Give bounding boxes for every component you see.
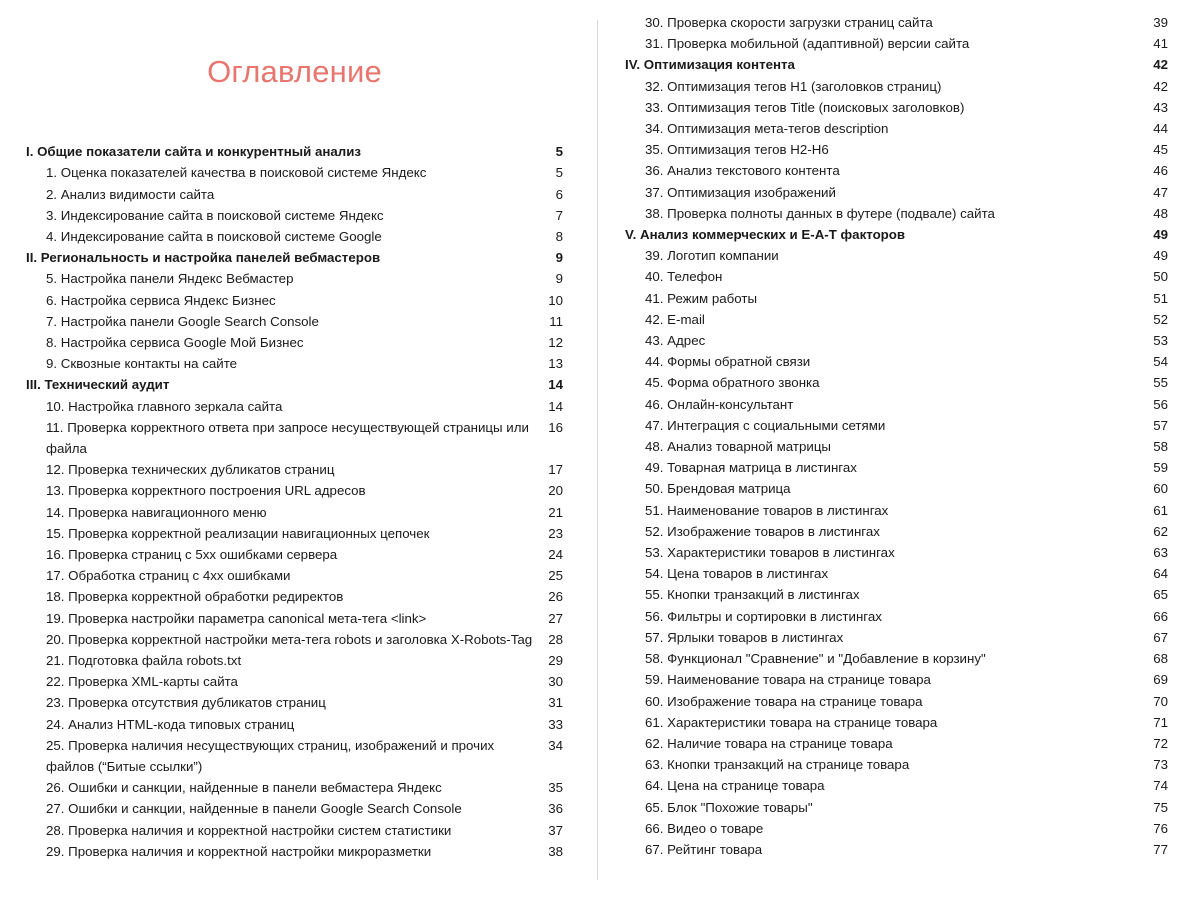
left-column bbox=[0, 0, 597, 862]
toc-entry[interactable] bbox=[26, 820, 563, 841]
toc-entry[interactable] bbox=[625, 394, 1168, 415]
toc-entry-page-number: 23 bbox=[548, 525, 563, 541]
toc-entry-page-number: 9 bbox=[555, 250, 563, 266]
toc-entry-label: 46. Онлайн-консультант bbox=[645, 396, 794, 412]
toc-entry-page-number: 7 bbox=[555, 207, 563, 223]
toc-entry-page-number: 20 bbox=[548, 483, 563, 499]
toc-entry-page-number: 47 bbox=[1153, 184, 1168, 200]
toc-entry[interactable] bbox=[625, 97, 1168, 118]
toc-entry-label: 61. Характеристики товара на странице товара bbox=[645, 714, 938, 730]
toc-entry-label: IV. Оптимизация контента bbox=[625, 57, 795, 73]
toc-entry[interactable] bbox=[625, 818, 1168, 839]
toc-entry[interactable] bbox=[26, 671, 563, 692]
toc-entry-page-number: 48 bbox=[1153, 205, 1168, 221]
toc-entry[interactable] bbox=[625, 627, 1168, 648]
toc-entry[interactable] bbox=[26, 396, 563, 417]
toc-entry-label: 62. Наличие товара на странице товара bbox=[645, 735, 893, 751]
toc-entry[interactable] bbox=[625, 330, 1168, 351]
toc-section-heading[interactable] bbox=[26, 141, 563, 162]
toc-entry-label: 13. Проверка корректного построения URL адресов bbox=[46, 483, 366, 499]
toc-entry-label: I. Общие показатели сайта и конкурентный анализ bbox=[26, 144, 362, 160]
toc-entry-label: 43. Адрес bbox=[645, 333, 706, 349]
toc-entry-page-number: 69 bbox=[1153, 672, 1168, 688]
toc-section-heading[interactable] bbox=[625, 224, 1168, 245]
toc-entry[interactable] bbox=[625, 245, 1168, 266]
toc-entry-label: 11. Проверка корректного ответа при запросе несуществующей страницы или файла bbox=[46, 419, 529, 456]
toc-list-right bbox=[625, 12, 1168, 860]
toc-entry[interactable] bbox=[26, 586, 563, 607]
toc-entry-page-number: 53 bbox=[1153, 333, 1168, 349]
toc-entry-label: 3. Индексирование сайта в поисковой системе Яндекс bbox=[46, 207, 384, 223]
toc-entry-label: 26. Ошибки и санкции, найденные в панели вебмастера Яндекс bbox=[46, 780, 442, 796]
toc-entry-page-number: 60 bbox=[1153, 481, 1168, 497]
toc-entry-label: 32. Оптимизация тегов H1 (заголовков страниц) bbox=[645, 78, 942, 94]
toc-entry-page-number: 12 bbox=[548, 334, 563, 350]
toc-entry-label: 4. Индексирование сайта в поисковой системе Google bbox=[46, 228, 382, 244]
toc-entry-label: 63. Кнопки транзакций на странице товара bbox=[645, 757, 910, 773]
toc-entry-label: 29. Проверка наличия и корректной настройки микроразметки bbox=[46, 843, 432, 859]
toc-entry-page-number: 16 bbox=[548, 419, 563, 435]
toc-entry-page-number: 66 bbox=[1153, 608, 1168, 624]
toc-entry-page-number: 21 bbox=[548, 504, 563, 520]
toc-entry-label: 20. Проверка корректной настройки мета-тега robots и заголовка X-Robots-Tag bbox=[46, 631, 533, 647]
toc-entry-label: 33. Оптимизация тегов Title (поисковых заголовков) bbox=[645, 99, 965, 115]
toc-entry-label: 44. Формы обратной связи bbox=[645, 354, 811, 370]
toc-entry[interactable] bbox=[625, 712, 1168, 733]
toc-entry-label: 30. Проверка скорости загрузки страниц сайта bbox=[645, 15, 933, 30]
toc-section-heading[interactable] bbox=[26, 374, 563, 395]
toc-entry[interactable] bbox=[26, 480, 563, 501]
toc-entry[interactable] bbox=[625, 372, 1168, 393]
toc-entry[interactable] bbox=[625, 76, 1168, 97]
toc-entry-page-number: 17 bbox=[548, 462, 563, 478]
toc-entry[interactable] bbox=[625, 266, 1168, 287]
toc-entry-label: III. Технический аудит bbox=[26, 377, 170, 393]
toc-entry-page-number: 33 bbox=[548, 716, 563, 732]
toc-entry[interactable] bbox=[625, 309, 1168, 330]
toc-entry-page-number: 56 bbox=[1153, 396, 1168, 412]
toc-entry-label: 9. Сквозные контакты на сайте bbox=[46, 356, 238, 372]
toc-entry-label: 6. Настройка сервиса Яндекс Бизнес bbox=[46, 292, 276, 308]
toc-entry-page-number: 75 bbox=[1153, 799, 1168, 815]
toc-entry[interactable] bbox=[625, 478, 1168, 499]
toc-entry-page-number: 38 bbox=[548, 843, 563, 859]
toc-entry[interactable] bbox=[26, 608, 563, 629]
toc-entry-page-number: 35 bbox=[548, 780, 563, 796]
toc-entry-label: 12. Проверка технических дубликатов страниц bbox=[46, 462, 335, 478]
toc-entry-page-number: 63 bbox=[1153, 545, 1168, 561]
toc-entry[interactable] bbox=[26, 650, 563, 671]
toc-entry[interactable] bbox=[26, 798, 563, 819]
toc-entry[interactable] bbox=[625, 542, 1168, 563]
toc-entry[interactable] bbox=[625, 839, 1168, 860]
toc-entry-label: 5. Настройка панели Яндекс Вебмастер bbox=[46, 271, 294, 287]
toc-entry-page-number: 42 bbox=[1153, 57, 1168, 73]
toc-entry-page-number: 27 bbox=[548, 610, 563, 626]
toc-entry[interactable] bbox=[625, 457, 1168, 478]
toc-entry-label: 2. Анализ видимости сайта bbox=[46, 186, 215, 202]
toc-entry-page-number: 49 bbox=[1153, 227, 1168, 243]
toc-entry-page-number: 62 bbox=[1153, 523, 1168, 539]
toc-entry-page-number: 14 bbox=[548, 377, 563, 393]
toc-entry-label: 58. Функционал "Сравнение" и "Добавление в корзину" bbox=[645, 651, 986, 667]
toc-entry-label: 65. Блок "Похожие товары" bbox=[645, 799, 813, 815]
toc-entry-label: 15. Проверка корректной реализации навигационных цепочек bbox=[46, 525, 430, 541]
toc-entry[interactable] bbox=[26, 184, 563, 205]
toc-entry-label: 39. Логотип компании bbox=[645, 248, 779, 264]
toc-entry-page-number: 55 bbox=[1153, 375, 1168, 391]
toc-list-left bbox=[26, 141, 563, 862]
toc-section-heading[interactable] bbox=[625, 54, 1168, 75]
toc-entry-page-number: 61 bbox=[1153, 502, 1168, 518]
toc-entry[interactable] bbox=[625, 775, 1168, 796]
toc-entry-page-number: 41 bbox=[1153, 36, 1168, 52]
toc-entry[interactable] bbox=[26, 502, 563, 523]
toc-entry[interactable] bbox=[625, 182, 1168, 203]
toc-entry[interactable] bbox=[26, 777, 563, 798]
toc-entry[interactable] bbox=[625, 733, 1168, 754]
page-title: Оглавление bbox=[207, 54, 382, 89]
toc-entry[interactable] bbox=[26, 459, 563, 480]
toc-entry[interactable] bbox=[26, 353, 563, 374]
toc-entry-label: 53. Характеристики товаров в листингах bbox=[645, 545, 895, 561]
toc-entry[interactable] bbox=[625, 12, 1168, 33]
toc-entry[interactable] bbox=[625, 691, 1168, 712]
toc-entry-page-number: 13 bbox=[548, 356, 563, 372]
toc-entry-label: 23. Проверка отсутствия дубликатов страниц bbox=[46, 695, 326, 711]
toc-entry[interactable] bbox=[26, 417, 563, 459]
toc-entry-page-number: 77 bbox=[1153, 841, 1168, 857]
toc-entry-page-number: 5 bbox=[555, 144, 563, 160]
toc-entry[interactable] bbox=[26, 162, 563, 183]
toc-entry[interactable] bbox=[625, 160, 1168, 181]
toc-entry-label: 14. Проверка навигационного меню bbox=[46, 504, 267, 520]
toc-entry-page-number: 72 bbox=[1153, 735, 1168, 751]
toc-entry-label: 54. Цена товаров в листингах bbox=[645, 566, 829, 582]
toc-entry-page-number: 54 bbox=[1153, 354, 1168, 370]
toc-entry[interactable] bbox=[26, 290, 563, 311]
toc-entry-label: 27. Ошибки и санкции, найденные в панели Google Search Console bbox=[46, 801, 462, 817]
toc-entry-page-number: 11 bbox=[549, 313, 563, 329]
toc-entry-page-number: 67 bbox=[1153, 629, 1168, 645]
toc-entry-page-number: 42 bbox=[1153, 78, 1168, 94]
toc-entry-page-number: 49 bbox=[1153, 248, 1168, 264]
toc-entry-label: 31. Проверка мобильной (адаптивной) версии сайта bbox=[645, 36, 970, 52]
toc-entry-page-number: 65 bbox=[1153, 587, 1168, 603]
toc-entry-page-number: 50 bbox=[1153, 269, 1168, 285]
toc-entry[interactable] bbox=[26, 841, 563, 862]
toc-entry-label: 34. Оптимизация мета-тегов description bbox=[645, 121, 889, 137]
toc-entry-page-number: 64 bbox=[1153, 566, 1168, 582]
toc-entry[interactable] bbox=[26, 226, 563, 247]
toc-entry-label: V. Анализ коммерческих и Е-А-Т факторов bbox=[625, 227, 906, 243]
toc-entry-label: 45. Форма обратного звонка bbox=[645, 375, 820, 391]
toc-entry-page-number: 59 bbox=[1153, 460, 1168, 476]
toc-entry-page-number: 74 bbox=[1153, 778, 1168, 794]
toc-entry-label: 56. Фильтры и сортировки в листингах bbox=[645, 608, 882, 624]
toc-section-heading[interactable] bbox=[26, 247, 563, 268]
toc-entry-page-number: 52 bbox=[1153, 311, 1168, 327]
toc-entry[interactable] bbox=[26, 205, 563, 226]
toc-entry[interactable] bbox=[625, 563, 1168, 584]
toc-entry[interactable] bbox=[625, 797, 1168, 818]
toc-entry[interactable] bbox=[26, 565, 563, 586]
toc-entry-label: 48. Анализ товарной матрицы bbox=[645, 439, 831, 455]
toc-entry-page-number: 39 bbox=[1153, 15, 1168, 30]
toc-entry[interactable] bbox=[26, 268, 563, 289]
toc-entry-page-number: 76 bbox=[1153, 820, 1168, 836]
toc-entry-page-number: 31 bbox=[548, 695, 563, 711]
toc-entry-label: 38. Проверка полноты данных в футере (подвале) сайта bbox=[645, 205, 995, 221]
toc-entry[interactable] bbox=[26, 629, 563, 650]
toc-entry-label: 64. Цена на странице товара bbox=[645, 778, 825, 794]
toc-entry[interactable] bbox=[625, 669, 1168, 690]
toc-entry[interactable] bbox=[26, 311, 563, 332]
toc-entry-page-number: 14 bbox=[548, 398, 563, 414]
toc-entry-page-number: 29 bbox=[548, 652, 563, 668]
toc-entry-label: 50. Брендовая матрица bbox=[645, 481, 791, 497]
toc-entry-page-number: 10 bbox=[548, 292, 563, 308]
toc-entry[interactable] bbox=[625, 436, 1168, 457]
toc-entry-page-number: 46 bbox=[1153, 163, 1168, 179]
toc-entry-label: 21. Подготовка файла robots.txt bbox=[46, 652, 242, 668]
toc-entry-label: 67. Рейтинг товара bbox=[645, 841, 763, 857]
toc-entry-page-number: 24 bbox=[548, 546, 563, 562]
toc-entry[interactable] bbox=[26, 332, 563, 353]
toc-entry[interactable] bbox=[625, 203, 1168, 224]
toc-entry[interactable] bbox=[625, 415, 1168, 436]
toc-entry-label: 35. Оптимизация тегов H2-H6 bbox=[645, 142, 829, 158]
toc-entry-page-number: 36 bbox=[548, 801, 563, 817]
toc-entry-page-number: 5 bbox=[555, 165, 563, 181]
toc-entry-page-number: 37 bbox=[548, 822, 563, 838]
toc-entry-page-number: 28 bbox=[548, 631, 563, 647]
toc-entry[interactable] bbox=[625, 648, 1168, 669]
toc-entry-page-number: 73 bbox=[1153, 757, 1168, 773]
toc-entry-label: 1. Оценка показателей качества в поисковой системе Яндекс bbox=[46, 165, 427, 181]
toc-entry-page-number: 26 bbox=[548, 589, 563, 605]
toc-entry-label: 51. Наименование товаров в листингах bbox=[645, 502, 889, 518]
toc-entry-label: 49. Товарная матрица в листингах bbox=[645, 460, 857, 476]
toc-entry[interactable] bbox=[625, 584, 1168, 605]
toc-entry-label: 24. Анализ HTML-кода типовых страниц bbox=[46, 716, 295, 732]
toc-entry-label: 41. Режим работы bbox=[645, 290, 758, 306]
toc-entry-label: 37. Оптимизация изображений bbox=[645, 184, 836, 200]
toc-entry-page-number: 8 bbox=[555, 228, 563, 244]
toc-entry-page-number: 57 bbox=[1153, 417, 1168, 433]
toc-entry-label: 66. Видео о товаре bbox=[645, 820, 764, 836]
toc-entry-page-number: 58 bbox=[1153, 439, 1168, 455]
toc-entry-page-number: 30 bbox=[548, 674, 563, 690]
toc-entry-page-number: 51 bbox=[1153, 290, 1168, 306]
toc-entry[interactable] bbox=[26, 523, 563, 544]
toc-entry[interactable] bbox=[26, 692, 563, 713]
toc-entry-label: 25. Проверка наличия несуществующих страниц, изображений и прочих файлов (“Битые ссылки”) bbox=[46, 737, 495, 774]
toc-entry-label: 52. Изображение товаров в листингах bbox=[645, 523, 880, 539]
toc-entry[interactable] bbox=[625, 521, 1168, 542]
toc-entry-label: 42. E-mail bbox=[645, 311, 705, 327]
toc-entry-label: 47. Интеграция с социальными сетями bbox=[645, 417, 886, 433]
toc-entry-label: 40. Телефон bbox=[645, 269, 723, 285]
right-column bbox=[597, 0, 1193, 860]
toc-entry-label: 28. Проверка наличия и корректной настройки систем статистики bbox=[46, 822, 452, 838]
toc-entry[interactable] bbox=[625, 351, 1168, 372]
toc-entry[interactable] bbox=[625, 500, 1168, 521]
toc-entry-page-number: 9 bbox=[555, 271, 563, 287]
toc-entry-label: 18. Проверка корректной обработки редиректов bbox=[46, 589, 344, 605]
toc-entry-label: 19. Проверка настройки параметра canonical мета-тега <link> bbox=[46, 610, 427, 626]
toc-entry-page-number: 43 bbox=[1153, 99, 1168, 115]
toc-entry-label: 55. Кнопки транзакций в листингах bbox=[645, 587, 860, 603]
toc-entry-page-number: 71 bbox=[1153, 714, 1168, 730]
toc-entry-page-number: 34 bbox=[548, 737, 563, 753]
toc-entry-label: 16. Проверка страниц с 5хх ошибками сервера bbox=[46, 546, 338, 562]
toc-entry-label: 17. Обработка страниц с 4хх ошибками bbox=[46, 568, 291, 584]
toc-entry-page-number: 70 bbox=[1153, 693, 1168, 709]
toc-entry-label: 36. Анализ текстового контента bbox=[645, 163, 840, 179]
toc-entry-page-number: 45 bbox=[1153, 142, 1168, 158]
toc-entry-page-number: 25 bbox=[548, 568, 563, 584]
toc-entry[interactable] bbox=[26, 544, 563, 565]
toc-entry[interactable] bbox=[625, 33, 1168, 54]
toc-entry-label: 59. Наименование товара на странице товара bbox=[645, 672, 931, 688]
toc-entry-label: 8. Настройка сервиса Google Мой Бизнес bbox=[46, 334, 304, 350]
toc-entry[interactable] bbox=[625, 118, 1168, 139]
toc-entry-label: 60. Изображение товара на странице товара bbox=[645, 693, 923, 709]
toc-entry-label: 7. Настройка панели Google Search Console bbox=[46, 313, 319, 329]
toc-entry-page-number: 44 bbox=[1153, 121, 1168, 137]
toc-entry[interactable] bbox=[625, 139, 1168, 160]
toc-entry-label: 22. Проверка XML-карты сайта bbox=[46, 674, 238, 690]
toc-entry[interactable] bbox=[26, 735, 563, 777]
toc-entry[interactable] bbox=[625, 754, 1168, 775]
toc-entry-label: 57. Ярлыки товаров в листингах bbox=[645, 629, 844, 645]
toc-entry-page-number: 68 bbox=[1153, 651, 1168, 667]
toc-entry-page-number: 6 bbox=[555, 186, 563, 202]
toc-entry[interactable] bbox=[625, 606, 1168, 627]
toc-entry[interactable] bbox=[26, 714, 563, 735]
toc-entry[interactable] bbox=[625, 288, 1168, 309]
toc-entry-label: II. Региональность и настройка панелей вебмастеров bbox=[26, 250, 381, 266]
toc-entry-label: 10. Настройка главного зеркала сайта bbox=[46, 398, 283, 414]
